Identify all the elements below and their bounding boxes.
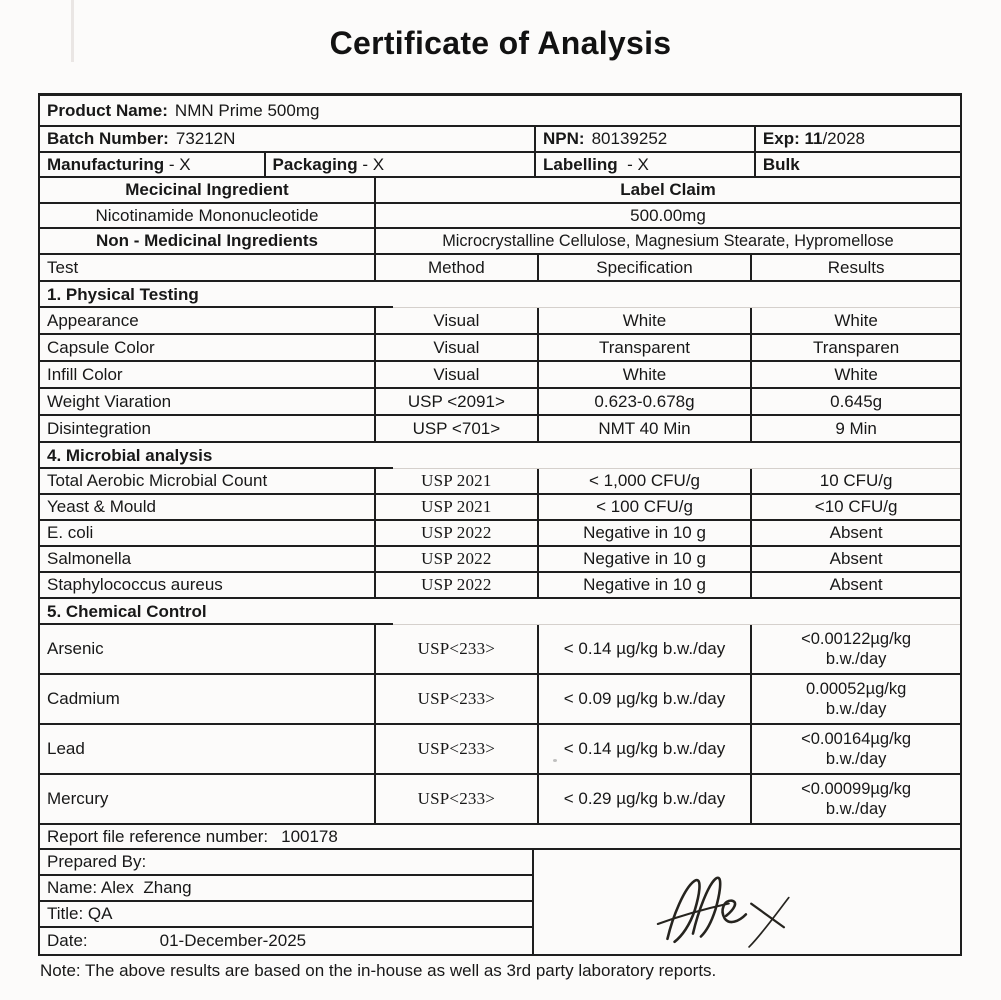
- stage-labelling-suffix: - X: [617, 154, 649, 174]
- signature-box: [532, 850, 960, 954]
- spec-cell: Negative in 10 g: [537, 547, 750, 571]
- exp-value: /2028: [822, 129, 865, 148]
- table-row: [40, 675, 960, 725]
- spec-cell: NMT 40 Min: [537, 416, 750, 441]
- table-row: [40, 389, 960, 416]
- method-cell: Visual: [374, 362, 537, 387]
- table-row: [40, 335, 960, 362]
- name-row: Name: Alex Zhang: [40, 876, 532, 902]
- results-line: <0.00122µg/kg: [801, 629, 912, 648]
- npn-value: 80139252: [591, 129, 668, 148]
- prepared-column: [40, 850, 532, 954]
- product-label: Product Name:: [47, 100, 168, 120]
- stage-bulk-cell: [754, 153, 960, 176]
- non-medicinal-value: Microcrystalline Cellulose, Magnesium Stearate, Hypromellose: [374, 229, 960, 253]
- test-name-cell: Salmonella: [47, 549, 132, 568]
- table-row: [40, 725, 960, 775]
- stage-manufacturing-label: Manufacturing: [47, 154, 165, 174]
- stage-packaging-label: Packaging: [272, 154, 358, 174]
- table-row: [40, 308, 960, 335]
- test-name-cell: Lead: [47, 739, 85, 758]
- stages-row: [40, 153, 960, 178]
- exp-cell: [754, 127, 960, 151]
- section-title: 4. Microbial analysis: [47, 445, 213, 465]
- title-row: Title: QA: [40, 902, 532, 928]
- method-cell: USP 2022: [374, 547, 537, 571]
- stage-manufacturing-suffix: - X: [164, 154, 191, 174]
- spec-cell: Negative in 10 g: [537, 521, 750, 545]
- results-line: b.w./day: [825, 800, 887, 818]
- date-value: 01-December-2025: [159, 931, 307, 950]
- section-title: 5. Chemical Control: [47, 601, 207, 621]
- section-header-row: [40, 443, 960, 469]
- medicinal-ingredient-header: Mecicinal Ingredient: [125, 180, 289, 199]
- test-name-cell: Disintegration: [47, 418, 151, 438]
- report-label: Report file reference number:: [47, 826, 269, 846]
- test-name-cell: Capsule Color: [47, 337, 155, 357]
- test-name-cell: Appearance: [47, 310, 139, 330]
- section-header-row: [40, 599, 960, 625]
- non-medicinal-row: [40, 229, 960, 255]
- table-row: [40, 469, 960, 495]
- results-line: b.w./day: [825, 700, 887, 718]
- npn-cell: [534, 127, 754, 151]
- batch-row: [40, 127, 960, 153]
- spec-cell: White: [537, 308, 750, 333]
- results-cell: <10 CFU/g: [750, 495, 960, 519]
- spec-cell: < 0.09 µg/kg b.w./day: [537, 675, 750, 723]
- product-value: NMN Prime 500mg: [174, 100, 320, 120]
- column-header-method: Method: [374, 255, 537, 280]
- product-cell: [40, 96, 960, 125]
- test-name-cell: Infill Color: [47, 364, 123, 384]
- method-cell: USP <701>: [374, 416, 537, 441]
- prepared-block: [40, 850, 960, 954]
- results-cell: 0.645g: [750, 389, 960, 414]
- report-cell: [40, 825, 960, 848]
- spec-cell: < 0.14 µg/kg b.w./day: [537, 625, 750, 673]
- results-cell: 10 CFU/g: [750, 469, 960, 493]
- date-row: [40, 928, 532, 954]
- results-cell: Absent: [750, 521, 960, 545]
- batch-value: 73212N: [175, 129, 236, 148]
- prepared-by-row: Prepared By:: [40, 850, 532, 876]
- product-row: [40, 96, 960, 127]
- results-line: <0.00164µg/kg: [801, 729, 912, 748]
- results-line: b.w./day: [825, 750, 887, 768]
- table-row: [40, 495, 960, 521]
- results-cell: Absent: [750, 547, 960, 571]
- results-line: b.w./day: [825, 650, 887, 668]
- spec-cell: Transparent: [537, 335, 750, 360]
- stage-bulk-label: Bulk: [762, 154, 800, 174]
- scan-streak-artifact: [71, 0, 74, 62]
- medicinal-row: [40, 204, 960, 229]
- method-cell: USP 2022: [374, 521, 537, 545]
- certificate-table: [38, 93, 962, 956]
- test-name-cell: Cadmium: [47, 689, 120, 708]
- stage-packaging-cell: [264, 153, 534, 176]
- results-body: [40, 282, 960, 825]
- footer-note: Note: The above results are based on the in-house as well as 3rd party laboratory reports.: [40, 961, 717, 980]
- stage-labelling-cell: [534, 153, 754, 176]
- method-cell: USP 2022: [374, 573, 537, 597]
- spec-cell: 0.623-0.678g: [537, 389, 750, 414]
- ingredient-header-row: [40, 178, 960, 204]
- spec-cell: < 0.29 µg/kg b.w./day: [537, 775, 750, 823]
- table-row: [40, 625, 960, 675]
- spec-cell: < 0.14 µg/kg b.w./day: [537, 725, 750, 773]
- results-line: <0.00099µg/kg: [801, 779, 912, 798]
- test-name-cell: Total Aerobic Microbial Count: [47, 471, 268, 490]
- results-cell: [750, 625, 960, 673]
- spec-cell: White: [537, 362, 750, 387]
- method-cell: USP 2021: [374, 469, 537, 493]
- test-name-cell: Arsenic: [47, 639, 104, 658]
- spec-cell: Negative in 10 g: [537, 573, 750, 597]
- results-cell: [750, 675, 960, 723]
- column-header-specification: Specification: [537, 255, 750, 280]
- batch-label: Batch Number:: [47, 129, 169, 148]
- table-row: [40, 521, 960, 547]
- results-line: 0.00052µg/kg: [805, 679, 907, 698]
- spec-cell: < 100 CFU/g: [537, 495, 750, 519]
- exp-label: Exp: 11: [762, 129, 823, 148]
- spec-cell: < 1,000 CFU/g: [537, 469, 750, 493]
- stage-manufacturing-cell: [40, 153, 264, 176]
- column-header-test: Test: [47, 257, 79, 277]
- method-cell: USP<233>: [374, 775, 537, 823]
- results-cell: [750, 775, 960, 823]
- page-title: Certificate of Analysis: [329, 25, 672, 61]
- method-cell: USP 2021: [374, 495, 537, 519]
- stage-labelling-label: Labelling: [543, 154, 618, 174]
- test-name-cell: Yeast & Mould: [47, 497, 156, 516]
- medicinal-name: Nicotinamide Mononucleotide: [95, 205, 319, 225]
- report-row: [40, 825, 960, 850]
- test-name-cell: E. coli: [47, 523, 94, 542]
- method-cell: USP<233>: [374, 625, 537, 673]
- medicinal-claim: 500.00mg: [374, 204, 960, 227]
- label-claim-header: Label Claim: [374, 178, 960, 202]
- results-cell: Absent: [750, 573, 960, 597]
- results-cell: White: [750, 362, 960, 387]
- npn-label: NPN:: [543, 129, 585, 148]
- column-header-results: Results: [750, 255, 960, 280]
- non-medicinal-label: Non - Medicinal Ingredients: [95, 231, 318, 250]
- table-row: [40, 775, 960, 825]
- method-cell: USP<233>: [374, 725, 537, 773]
- results-header-row: [40, 255, 960, 282]
- results-cell: [750, 725, 960, 773]
- method-cell: Visual: [374, 308, 537, 333]
- table-row: [40, 416, 960, 443]
- section-title: 1. Physical Testing: [47, 284, 199, 304]
- table-row: [40, 362, 960, 389]
- method-cell: USP<233>: [374, 675, 537, 723]
- results-cell: 9 Min: [750, 416, 960, 441]
- table-row: [40, 573, 960, 599]
- signature-alex: [621, 857, 876, 960]
- test-name-cell: Staphylococcus aureus: [47, 575, 223, 594]
- batch-cell: [40, 127, 534, 151]
- section-header-row: [40, 282, 960, 308]
- report-value: 100178: [281, 826, 338, 846]
- method-cell: Visual: [374, 335, 537, 360]
- test-name-cell: Weight Viaration: [47, 391, 172, 411]
- test-name-cell: Mercury: [47, 789, 109, 808]
- results-cell: White: [750, 308, 960, 333]
- stage-packaging-suffix: - X: [357, 154, 385, 174]
- results-cell: Transparen: [750, 335, 960, 360]
- date-label: Date:: [47, 931, 88, 950]
- table-row: [40, 547, 960, 573]
- method-cell: USP <2091>: [374, 389, 537, 414]
